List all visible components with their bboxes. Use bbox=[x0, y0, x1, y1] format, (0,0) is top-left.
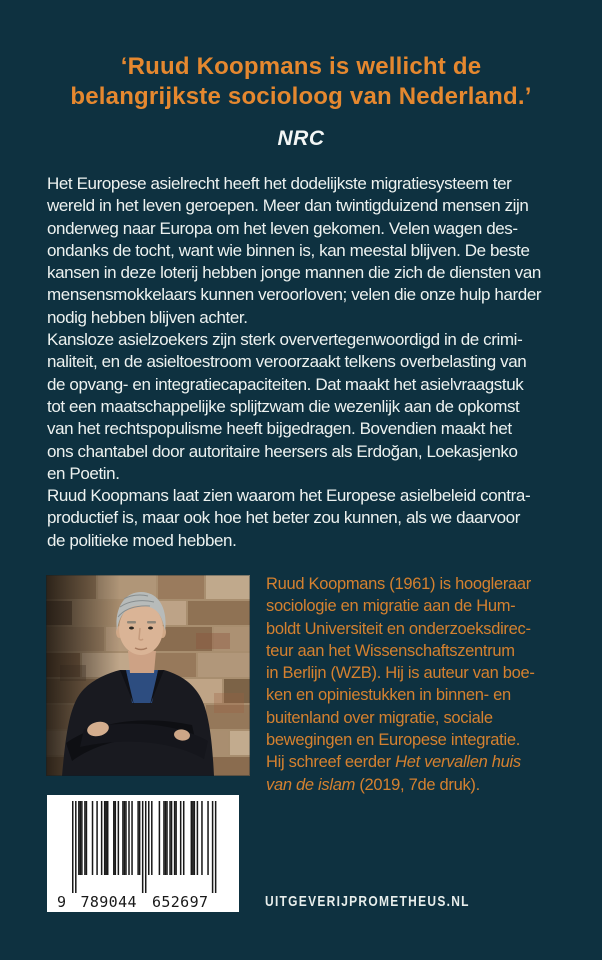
author-bio-line: bewegingen en Europese integratie. bbox=[266, 731, 520, 750]
description-line: de opvang- en integratiecapaciteiten. Dat maakt het asielvraagstuk bbox=[47, 374, 524, 394]
author-bio-line: buitenland over migratie, sociale bbox=[266, 708, 493, 727]
description-line: onderweg naar Europa om het leven gekomen. Velen wagen des- bbox=[47, 218, 518, 238]
author-bio-line: boldt Universiteit en onderzoeksdirec- bbox=[266, 619, 531, 638]
author-bio bbox=[266, 573, 535, 796]
description-line: en Poetin. bbox=[47, 463, 120, 483]
description-line: Kansloze asielzoekers zijn sterk oververtegenwoordigd in de crimi- bbox=[47, 330, 523, 350]
description-line: tot een maatschappelijke splijtzwam die wezenlijk aan de opkomst bbox=[47, 396, 520, 416]
author-bio-line: ken en opiniestukken in binnen- en bbox=[266, 686, 511, 705]
svg-text:789044: 789044 bbox=[80, 893, 137, 911]
author-bio-line: Ruud Koopmans (1961) is hoogleraar bbox=[266, 575, 531, 593]
svg-text:652697: 652697 bbox=[152, 893, 208, 911]
publisher-url: UITGEVERIJPROMETHEUS.NL bbox=[265, 893, 470, 910]
book-description bbox=[47, 173, 541, 552]
description-line: wereld in het leven geroepen. Meer dan twintigduizend mensen zijn bbox=[47, 196, 529, 216]
author-bio-line: sociologie en migratie aan de Hum- bbox=[266, 597, 516, 616]
description-line: nodig hebben blijven achter. bbox=[47, 307, 248, 327]
description-line: Het Europese asielrecht heeft het dodelijkste migratiesysteem ter bbox=[47, 174, 512, 193]
description-line: Ruud Koopmans laat zien waarom het Europese asielbeleid contra- bbox=[47, 486, 531, 506]
description-line: productief is, maar ook hoe het beter zou kunnen, als we daarvoor bbox=[47, 508, 520, 528]
praise-quote-line-2: belangrijkste socioloog van Nederland.’ bbox=[70, 83, 532, 110]
author-bio-line: in Berlijn (WZB). Hij is auteur van boe- bbox=[266, 664, 535, 683]
description-line: ondanks de tocht, want wie binnen is, kan meestal blijven. De beste bbox=[47, 240, 530, 260]
author-bio-line: van de islam (2019, 7de druk). bbox=[266, 775, 480, 794]
description-line: van het rechtspopulisme heeft bijgedragen. Bovendien maakt het bbox=[47, 419, 512, 439]
description-line: kansen in deze loterij hebben jonge mannen die zich de diensten van bbox=[47, 263, 541, 283]
praise-quote bbox=[0, 52, 602, 112]
praise-quote-line-1: ‘Ruud Koopmans is wellicht de bbox=[120, 53, 482, 80]
description-line: de politieke moed hebben. bbox=[47, 530, 237, 550]
description-line: ons chantabel door autoritaire heersers als Erdoğan, Loekasjenko bbox=[47, 441, 518, 461]
description-line: mensensmokkelaars kunnen veroorloven; velen die onze hulp harder bbox=[47, 285, 542, 305]
description-line: naliteit, en de asieltoestroom veroorzaakt telkens overbelasting van bbox=[47, 352, 527, 372]
author-bio-line: Hij schreef eerder Het vervallen huis bbox=[266, 753, 521, 772]
author-photo-graphic bbox=[46, 575, 250, 776]
quote-source: NRC bbox=[277, 127, 325, 150]
author-bio-line: teur aan het Wissenschaftszentrum bbox=[266, 641, 515, 660]
author-photo bbox=[46, 575, 250, 776]
svg-text:9: 9 bbox=[56, 893, 66, 911]
isbn-barcode bbox=[47, 795, 239, 912]
